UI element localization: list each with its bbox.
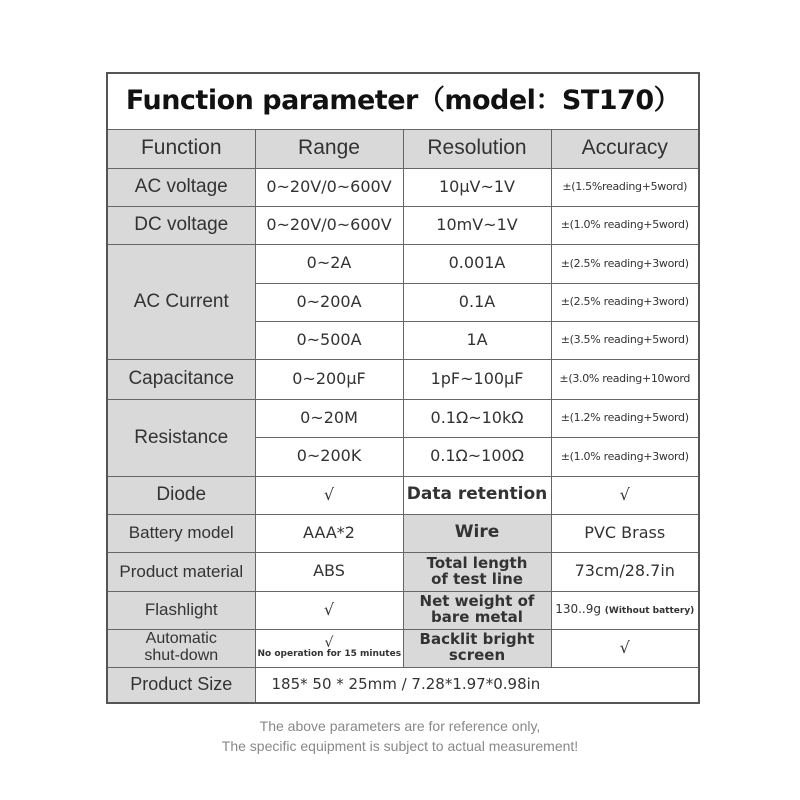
header-row	[107, 129, 699, 168]
table-row	[107, 629, 699, 667]
label-line: bare metal	[431, 608, 523, 626]
check-cell: √	[255, 476, 403, 514]
label-line: shut-down	[144, 647, 219, 664]
header-resolution: Resolution	[403, 129, 551, 168]
range-cell: 0~20M	[255, 399, 403, 437]
label-line: Net weight of	[419, 592, 535, 611]
title-row	[107, 73, 699, 129]
table-row	[107, 399, 699, 437]
row-label	[107, 629, 255, 667]
resolution-cell: 10μV~1V	[403, 168, 551, 206]
footnote-line: The specific equipment is subject to actual measurement!	[221, 738, 579, 754]
range-cell: 0~20V/0~600V	[255, 168, 403, 206]
row-label-secondary	[403, 552, 551, 591]
row-label: AC Current	[107, 244, 255, 359]
row-label: Diode	[107, 476, 255, 514]
footnote	[0, 716, 800, 756]
row-label: Product Size	[107, 667, 255, 703]
range-cell: 0~200μF	[255, 359, 403, 399]
header-function: Function	[107, 129, 255, 168]
resolution-cell: 1A	[403, 321, 551, 359]
table-row	[107, 591, 699, 629]
accuracy-cell: ±(3.5% reading+5word)	[551, 321, 699, 359]
row-label-secondary: Data retention	[403, 476, 551, 514]
table-row	[107, 514, 699, 552]
resolution-cell: 1pF~100μF	[403, 359, 551, 399]
range-cell: 0~500A	[255, 321, 403, 359]
weight-value: 130..9g	[555, 602, 605, 617]
row-label-secondary	[403, 591, 551, 629]
row-label: Flashlight	[107, 591, 255, 629]
row-label: AC voltage	[107, 168, 255, 206]
value-cell: AAA*2	[255, 514, 403, 552]
table-row	[107, 206, 699, 244]
accuracy-cell: ±(3.0% reading+10word	[551, 359, 699, 399]
table-row	[107, 552, 699, 591]
accuracy-cell: ±(1.5%reading+5word)	[551, 168, 699, 206]
row-label: DC voltage	[107, 206, 255, 244]
row-label: Product material	[107, 552, 255, 591]
resolution-cell: 10mV~1V	[403, 206, 551, 244]
accuracy-cell: ±(2.5% reading+3word)	[551, 244, 699, 283]
table-row	[107, 667, 699, 703]
value-cell: ABS	[255, 552, 403, 591]
accuracy-cell: ±(2.5% reading+3word)	[551, 283, 699, 321]
weight-note: (Without battery)	[604, 606, 695, 617]
range-cell: 0~200K	[255, 437, 403, 476]
row-label-secondary: Wire	[403, 514, 551, 552]
check-cell	[255, 629, 403, 667]
label-line: Total length	[426, 553, 528, 572]
resolution-cell: 0.1A	[403, 283, 551, 321]
range-cell: 0~20V/0~600V	[255, 206, 403, 244]
table-row	[107, 168, 699, 206]
row-label: Capacitance	[107, 359, 255, 399]
resolution-cell: 0.001A	[403, 244, 551, 283]
table-row	[107, 359, 699, 399]
resolution-cell: 0.1Ω~10kΩ	[403, 399, 551, 437]
check-mark: √	[324, 635, 334, 652]
table-row	[107, 244, 699, 283]
label-line: Automatic	[145, 630, 217, 648]
value-cell: PVC Brass	[551, 514, 699, 552]
row-label: Battery model	[107, 514, 255, 552]
range-cell: 0~200A	[255, 283, 403, 321]
range-cell: 0~2A	[255, 244, 403, 283]
check-cell: √	[255, 591, 403, 629]
check-cell: √	[551, 476, 699, 514]
label-line: of test line	[431, 569, 523, 588]
row-label: Resistance	[107, 399, 255, 476]
value-cell: 73cm/28.7in	[551, 552, 699, 591]
check-note: No operation for 15 minutes	[257, 649, 402, 660]
accuracy-cell: ±(1.0% reading+5word)	[551, 206, 699, 244]
accuracy-cell: ±(1.2% reading+5word)	[551, 399, 699, 437]
weight-cell	[551, 591, 699, 629]
header-accuracy: Accuracy	[551, 129, 699, 168]
check-cell: √	[551, 629, 699, 667]
resolution-cell: 0.1Ω~100Ω	[403, 437, 551, 476]
accuracy-cell: ±(1.0% reading+3word)	[551, 437, 699, 476]
table-title: Function parameter（model：ST170）	[107, 73, 699, 129]
row-label-secondary	[403, 629, 551, 667]
spec-table	[106, 72, 700, 704]
size-value: 185* 50 * 25mm / 7.28*1.97*0.98in	[255, 667, 699, 703]
header-range: Range	[255, 129, 403, 168]
footnote-line: The above parameters are for reference only,	[259, 718, 541, 734]
label-line: Backlit bright	[419, 630, 535, 649]
table-row	[107, 476, 699, 514]
label-line: screen	[448, 646, 506, 664]
